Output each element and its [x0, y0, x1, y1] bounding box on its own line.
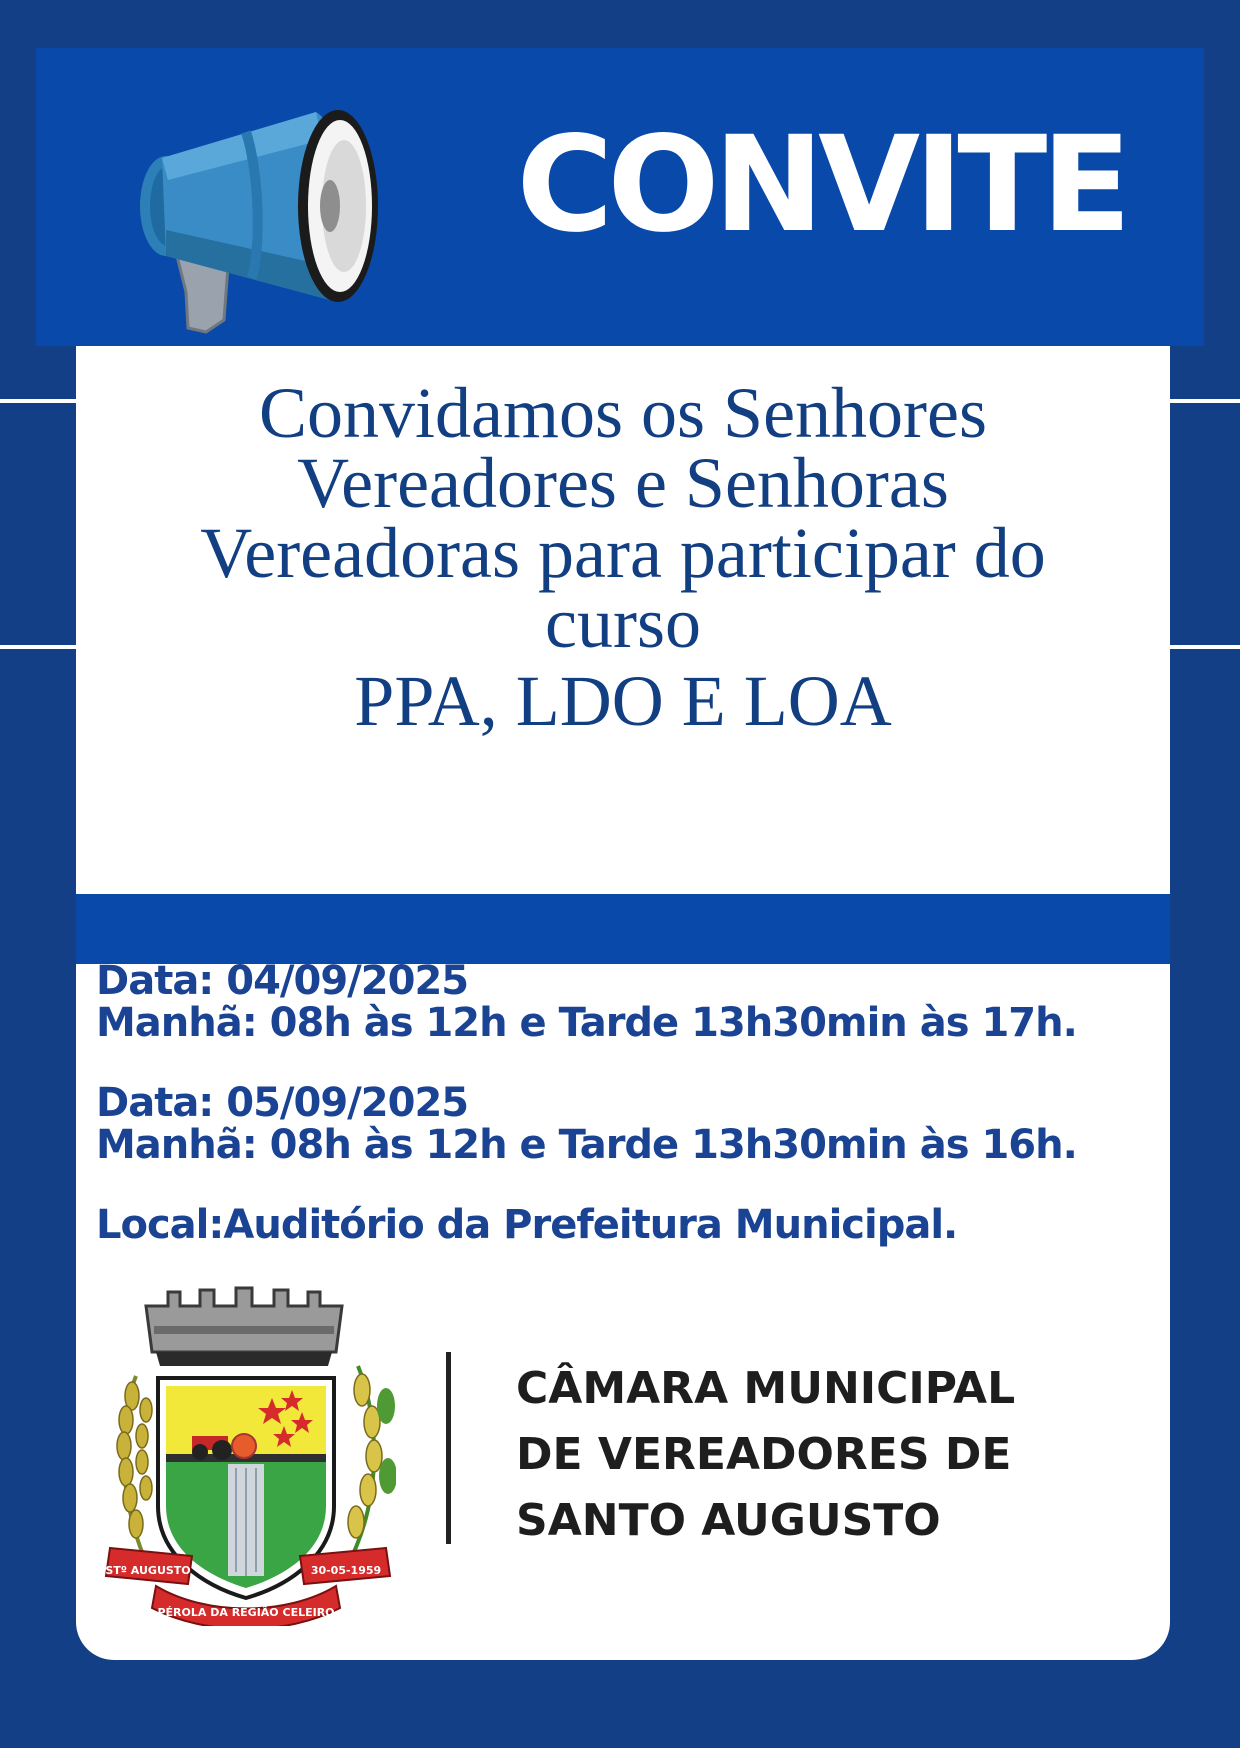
coat-of-arms-icon — [96, 1286, 396, 1626]
invitation-line: Vereadoras para participar do — [200, 513, 1046, 593]
header-title: CONVITE — [516, 108, 1126, 262]
invitation-line: curso — [545, 583, 701, 663]
vertical-divider — [446, 1352, 451, 1544]
white-stripe-right-bottom — [1170, 645, 1240, 649]
ribbon-right-text: 30-05-1959 — [310, 1564, 382, 1577]
ribbon-left-text: STº AUGUSTO — [105, 1564, 191, 1577]
schedule-time: Manhã: 08h às 12h e Tarde 13h30min às 17h. — [96, 1000, 1077, 1046]
schedule-date: Data: 04/09/2025 — [96, 958, 469, 1004]
invitation-line: Vereadores e Senhoras — [297, 443, 949, 523]
schedule — [96, 960, 1156, 1250]
white-stripe-left-bottom — [0, 645, 76, 649]
chamber-name-line: DE VEREADORES DE — [516, 1429, 1012, 1480]
event-location: Local:Auditório da Prefeitura Municipal. — [96, 1202, 958, 1248]
chamber-name-line: SANTO AUGUSTO — [516, 1495, 941, 1546]
schedule-time: Manhã: 08h às 12h e Tarde 13h30min às 16h. — [96, 1122, 1077, 1168]
invitation-message — [76, 373, 1170, 744]
header-banner — [36, 48, 1204, 346]
megaphone-icon — [116, 70, 436, 340]
chamber-name-line: CÂMARA MUNICIPAL — [516, 1363, 1016, 1414]
invitation-card — [76, 346, 1170, 1660]
ribbon-bottom-text: PÉROLA DA REGIÃO CELEIRO — [157, 1606, 335, 1619]
invitation-line: Convidamos os Senhores — [259, 373, 987, 453]
white-stripe-right-top — [1170, 399, 1240, 403]
white-stripe-left-top — [0, 399, 76, 403]
divider-band — [76, 894, 1170, 964]
course-name: PPA, LDO E LOA — [354, 661, 892, 741]
schedule-date: Data: 05/09/2025 — [96, 1080, 469, 1126]
chamber-name — [516, 1356, 1076, 1554]
